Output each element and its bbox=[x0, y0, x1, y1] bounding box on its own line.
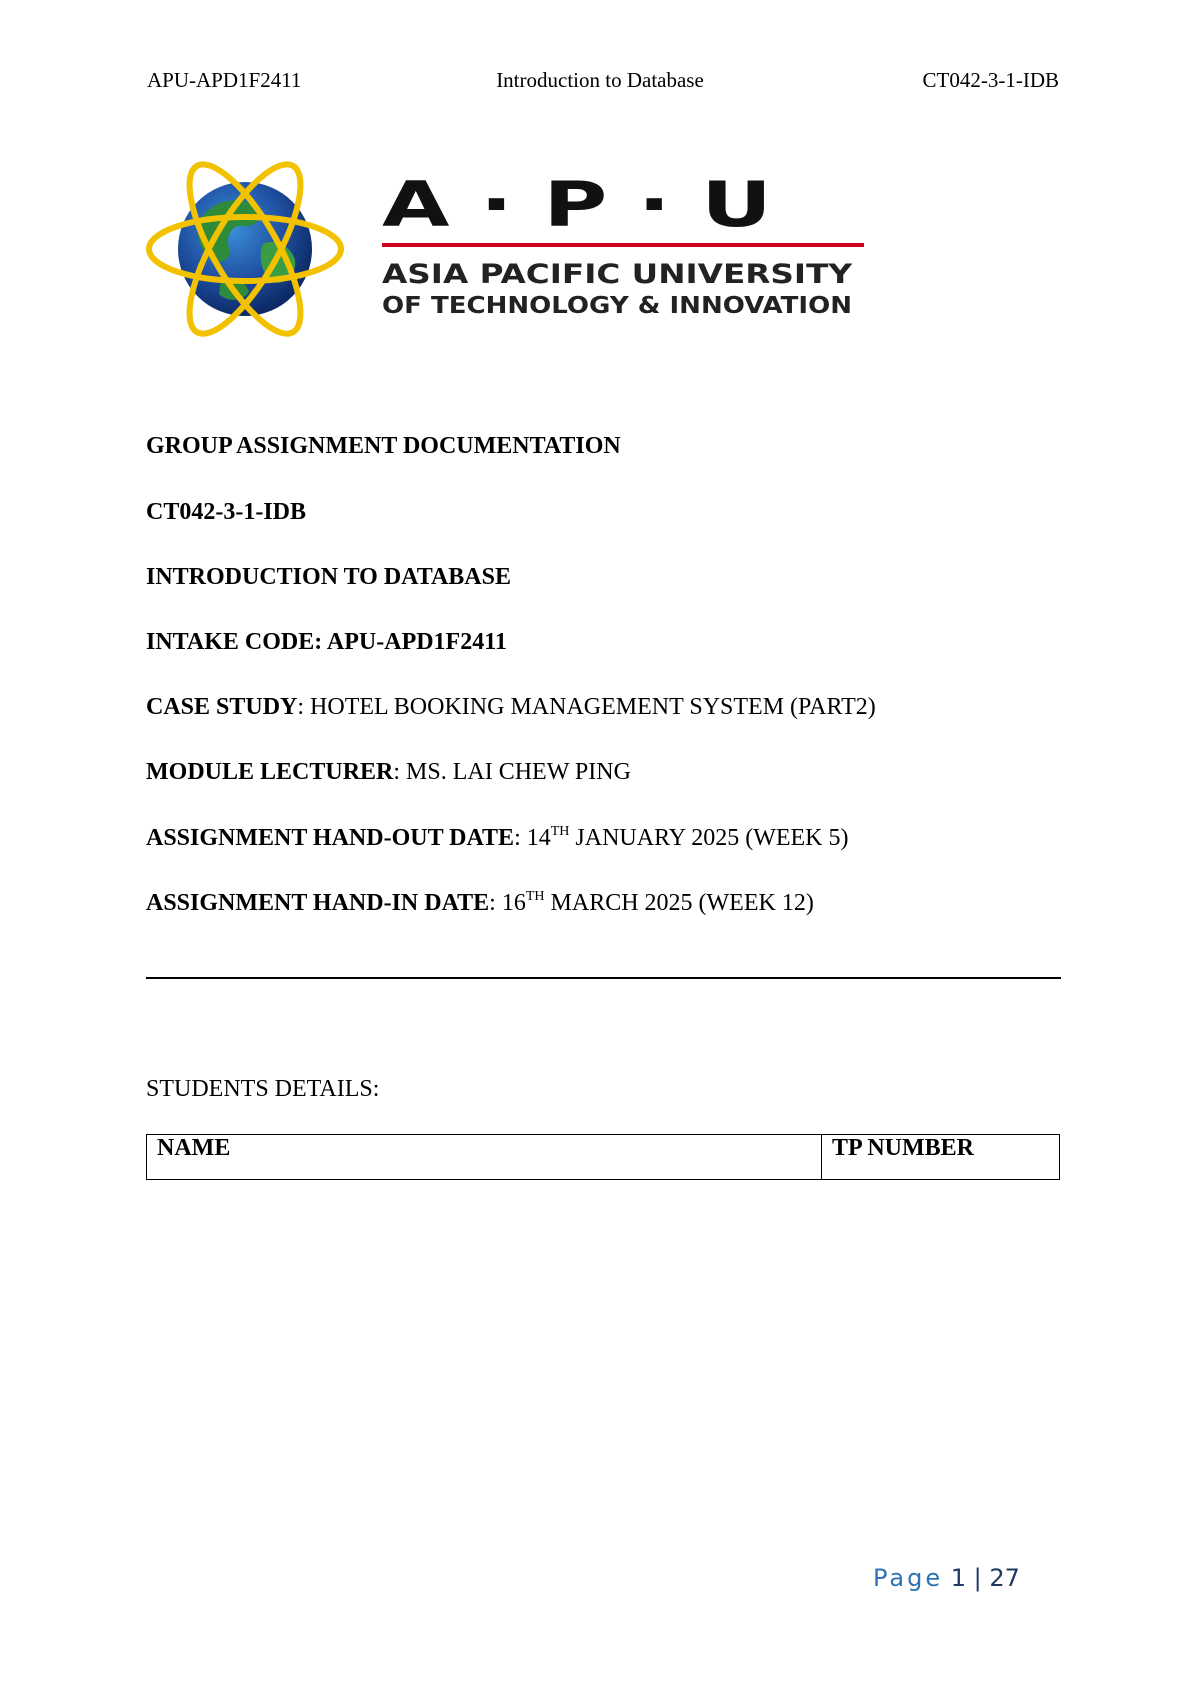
globe-icon bbox=[178, 182, 312, 316]
hand-in-date: ASSIGNMENT HAND-IN DATE: 16TH MARCH 2025 (WEEK 12) bbox=[146, 889, 814, 916]
header-module-name: Introduction to Database bbox=[496, 68, 704, 92]
logo-line1: ASIA PACIFIC UNIVERSITY bbox=[382, 259, 853, 290]
column-header-tp-number: TP NUMBER bbox=[822, 1135, 1060, 1180]
students-table bbox=[146, 1134, 1060, 1180]
logo-letters: A · P · U bbox=[382, 168, 772, 241]
header-module-code: CT042-3-1-IDB bbox=[922, 68, 1059, 92]
page-label: Page bbox=[873, 1564, 944, 1592]
table-header-row bbox=[147, 1135, 1060, 1180]
total-pages: 27 bbox=[989, 1564, 1020, 1592]
page-number: 1 bbox=[950, 1564, 967, 1592]
students-details-label: STUDENTS DETAILS: bbox=[146, 1076, 380, 1102]
logo-red-line bbox=[382, 243, 864, 247]
document-title: GROUP ASSIGNMENT DOCUMENTATION bbox=[146, 433, 621, 459]
column-header-name: NAME bbox=[147, 1135, 822, 1180]
apu-logo bbox=[145, 156, 865, 338]
hand-out-date: ASSIGNMENT HAND-OUT DATE: 14TH JANUARY 2025 (WEEK 5) bbox=[146, 824, 849, 851]
module-name: INTRODUCTION TO DATABASE bbox=[146, 564, 511, 590]
page-separator: | bbox=[966, 1564, 990, 1592]
page-footer bbox=[873, 1564, 1020, 1592]
logo-line2: OF TECHNOLOGY & INNOVATION bbox=[382, 293, 852, 319]
case-study: CASE STUDY: HOTEL BOOKING MANAGEMENT SYSTEM (PART2) bbox=[146, 694, 876, 720]
module-lecturer: MODULE LECTURER: MS. LAI CHEW PING bbox=[146, 759, 631, 785]
module-code: CT042-3-1-IDB bbox=[146, 499, 306, 525]
divider bbox=[146, 977, 1061, 979]
intake-code: INTAKE CODE: APU-APD1F2411 bbox=[146, 629, 507, 655]
header-intake-code: APU-APD1F2411 bbox=[147, 68, 302, 92]
